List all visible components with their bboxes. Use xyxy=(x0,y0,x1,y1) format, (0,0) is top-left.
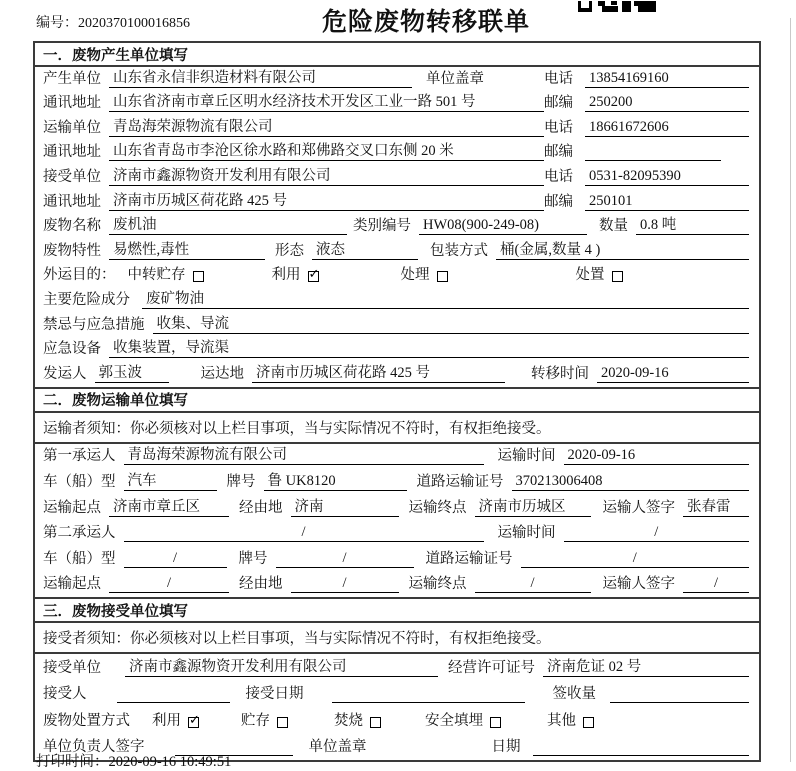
purpose-option-dispose xyxy=(576,263,623,284)
row-route2 xyxy=(35,572,759,598)
vehicle-type1-value: 汽车 xyxy=(124,469,217,491)
producer-phone-field xyxy=(544,67,749,88)
license-value: 济南危证 02 号 xyxy=(543,655,749,677)
receiver-phone-field xyxy=(544,165,749,186)
row-producer-address xyxy=(35,92,759,117)
receiver-person-label: 接受人 xyxy=(43,686,87,703)
disposal-option-label: 焚烧 xyxy=(334,712,363,729)
via2-label: 经由地 xyxy=(239,576,283,593)
producer-unit-value: 山东省永信非织造材料有限公司 xyxy=(109,66,412,88)
row-second-carrier xyxy=(35,521,759,547)
purpose-option-label: 利用 xyxy=(271,267,301,284)
section-transporter xyxy=(35,387,759,598)
producer-address-label: 通讯地址 xyxy=(43,95,101,112)
disposal-option-label: 贮存 xyxy=(241,712,270,729)
unit-seal-label: 单位盖章 xyxy=(426,70,484,87)
sign1-label: 运输人签字 xyxy=(602,499,675,516)
checkbox-utilize xyxy=(308,271,319,282)
waste-name-label: 废物名称 xyxy=(43,218,101,235)
sign2-label: 运输人签字 xyxy=(602,576,675,593)
disposal-option-label: 安全填埋 xyxy=(425,712,483,729)
receiver-postcode-label: 邮编 xyxy=(544,193,573,210)
destination-label: 运达地 xyxy=(200,365,244,382)
receiver-unit-value: 济南市鑫源物资开发利用有限公司 xyxy=(109,164,544,186)
page-title: 危险废物转移联单 xyxy=(322,8,531,36)
disposal-option-store xyxy=(241,709,288,730)
disposal-option-incinerate xyxy=(334,709,381,730)
disposal-option-utilize xyxy=(152,709,199,730)
quantity-value: 0.8 吨 xyxy=(636,213,749,235)
sign1-value: 张春雷 xyxy=(683,495,749,517)
receiver-postcode-value: 250101 xyxy=(585,193,749,211)
plate2-label: 牌号 xyxy=(238,550,268,567)
row-carrier-unit xyxy=(35,116,759,141)
emergency-equipment-value: 收集装置，导流渠 xyxy=(109,336,749,358)
receive-unit-value: 济南市鑫源物资开发利用有限公司 xyxy=(125,655,438,677)
receiver-person-value xyxy=(117,702,230,703)
carrier-phone-field xyxy=(544,116,749,137)
emergency-measures-label: 禁忌与应急措施 xyxy=(43,316,145,333)
producer-unit-label: 产生单位 xyxy=(43,70,101,87)
print-time-label: 打印时间： xyxy=(36,754,109,770)
destination-value: 济南市历城区荷花路 425 号 xyxy=(252,361,505,383)
responsible-sign-label: 单位负责人签字 xyxy=(43,739,145,756)
road-cert2-label: 道路运输证号 xyxy=(425,550,513,567)
document-number-value: 2020370100016856 xyxy=(78,16,190,31)
second-carrier-label: 第二承运人 xyxy=(43,525,116,542)
manifest-table xyxy=(33,41,761,762)
row-vehicle1 xyxy=(35,469,759,495)
disposal-option-label: 其他 xyxy=(547,712,576,729)
section-receiver-title: 三．废物接受单位填写 xyxy=(35,597,759,623)
row-waste-name xyxy=(35,215,759,240)
received-qty-value xyxy=(610,702,749,703)
receiver-address-label: 通讯地址 xyxy=(43,193,101,210)
emergency-measures-value: 收集、导流 xyxy=(153,312,750,334)
carrier-address-value: 山东省青岛市李沧区徐水路和郑佛路交叉口东侧 20 米 xyxy=(109,139,544,161)
producer-postcode-field xyxy=(544,91,749,112)
vehicle-type2-label: 车（船）型 xyxy=(43,550,116,567)
category-label: 类别编号 xyxy=(353,218,411,235)
producer-phone-value: 13854169160 xyxy=(585,70,749,88)
row-receiver-unit xyxy=(35,165,759,190)
row-receiver-address xyxy=(35,190,759,215)
receiver-postcode-field xyxy=(544,190,749,211)
document-number-label: 编号： xyxy=(36,16,78,31)
receiver-phone-value: 0531-82095390 xyxy=(585,168,749,186)
print-time-value: 2020-09-16 10:49:51 xyxy=(108,754,232,770)
emergency-equipment-label: 应急设备 xyxy=(43,341,101,358)
first-carrier-label: 第一承运人 xyxy=(43,448,116,465)
purpose-label: 外运目的： xyxy=(43,267,116,284)
checkbox-disposal-store xyxy=(277,717,288,728)
carrier-phone-value: 18661672606 xyxy=(585,119,749,137)
date-label: 日期 xyxy=(491,739,521,756)
origin1-value: 济南市章丘区 xyxy=(109,495,229,517)
form-value: 液态 xyxy=(312,238,418,260)
carrier-postcode-value xyxy=(585,160,721,161)
row-disposal-method xyxy=(35,707,759,734)
carrier-phone-label: 电话 xyxy=(544,119,573,136)
row-waste-property xyxy=(35,239,759,264)
carrier-address-label: 通讯地址 xyxy=(43,144,101,161)
row-main-hazard xyxy=(35,288,759,313)
section-transporter-title: 二．废物运输单位填写 xyxy=(35,387,759,413)
via2-value: / xyxy=(291,575,399,593)
shipper-value: 郭玉波 xyxy=(95,361,169,383)
row-producer-unit xyxy=(35,67,759,92)
receiver-address-value: 济南市历城区荷花路 425 号 xyxy=(109,189,544,211)
end1-value: 济南市历城区 xyxy=(475,495,591,517)
date-value xyxy=(533,755,750,756)
via1-value: 济南 xyxy=(291,495,399,517)
carrier-unit-label: 运输单位 xyxy=(43,119,101,136)
received-qty-label: 签收量 xyxy=(552,686,596,703)
carrier-postcode-label: 邮编 xyxy=(544,144,573,161)
row-first-carrier xyxy=(35,444,759,470)
receiver-phone-label: 电话 xyxy=(544,168,573,185)
receiver-unit-label: 接受单位 xyxy=(43,168,101,185)
disposal-method-label: 废物处置方式 xyxy=(43,712,130,729)
end1-label: 运输终点 xyxy=(408,499,467,516)
row-carrier-address xyxy=(35,141,759,166)
main-hazard-label: 主要危险成分 xyxy=(43,291,130,308)
purpose-option-label: 中转贮存 xyxy=(127,267,186,284)
row-shipper xyxy=(35,362,759,387)
license-label: 经营许可证号 xyxy=(448,659,535,676)
producer-phone-label: 电话 xyxy=(544,70,573,87)
receive-date-value xyxy=(332,702,525,703)
checkbox-disposal-landfill xyxy=(490,717,501,728)
main-hazard-value: 废矿物油 xyxy=(142,287,749,309)
form-label: 形态 xyxy=(275,242,304,259)
checkbox-disposal-incinerate xyxy=(370,717,381,728)
purpose-option-label: 处置 xyxy=(575,267,605,284)
end2-value: / xyxy=(475,575,591,593)
producer-address-value: 山东省济南市章丘区明水经济技术开发区工业一路 501 号 xyxy=(109,90,544,112)
via1-label: 经由地 xyxy=(239,499,283,516)
waste-property-label: 废物特性 xyxy=(43,242,101,259)
row-route1 xyxy=(35,495,759,521)
checkbox-transfer-storage xyxy=(193,271,204,282)
origin2-label: 运输起点 xyxy=(43,576,101,593)
producer-postcode-value: 250200 xyxy=(585,94,749,112)
receiver-seal-label: 单位盖章 xyxy=(308,739,367,756)
transfer-time-value: 2020-09-16 xyxy=(597,365,749,383)
road-cert1-label: 道路运输证号 xyxy=(416,473,504,490)
receiver-notice: 接受者须知：你必须核对以上栏目事项，当与实际情况不符时，有权拒绝接受。 xyxy=(35,623,759,654)
vehicle-type1-label: 车（船）型 xyxy=(43,473,116,490)
purpose-option-treat xyxy=(401,263,448,284)
quantity-label: 数量 xyxy=(599,218,628,235)
plate2-value: / xyxy=(276,550,414,568)
row-emergency-measures xyxy=(35,313,759,338)
disposal-option-other xyxy=(547,709,594,730)
transporter-notice: 运输者须知：你必须核对以上栏目事项，当与实际情况不符时，有权拒绝接受。 xyxy=(35,413,759,444)
producer-postcode-label: 邮编 xyxy=(544,95,573,112)
section-producer-title: 一．废物产生单位填写 xyxy=(35,43,759,67)
checkbox-disposal-utilize xyxy=(188,717,199,728)
waste-property-value: 易燃性,毒性 xyxy=(109,238,265,260)
origin2-value: / xyxy=(109,575,229,593)
transport-time2-label: 运输时间 xyxy=(497,525,556,542)
origin1-label: 运输起点 xyxy=(43,499,101,516)
section-receiver xyxy=(35,597,759,760)
receive-date-label: 接受日期 xyxy=(245,686,304,703)
carrier-unit-value: 青岛海荣源物流有限公司 xyxy=(109,115,544,137)
road-cert1-value: 370213006408 xyxy=(512,473,750,491)
row-vehicle2 xyxy=(35,546,759,572)
shipper-label: 发运人 xyxy=(43,365,87,382)
transport-time2-value: / xyxy=(564,524,750,542)
end2-label: 运输终点 xyxy=(408,576,467,593)
checkbox-treat xyxy=(437,271,448,282)
document-number xyxy=(36,12,190,32)
checkbox-disposal-other xyxy=(583,717,594,728)
row-receiver-person xyxy=(35,681,759,708)
disposal-option-label: 利用 xyxy=(152,712,181,729)
carrier-postcode-field xyxy=(544,140,749,161)
row-transport-purpose xyxy=(35,264,759,289)
sign2-value: / xyxy=(683,575,749,593)
scan-edge-line xyxy=(790,18,791,762)
qr-code-fragment xyxy=(578,0,656,17)
checkbox-dispose xyxy=(612,271,623,282)
purpose-option-transfer-storage xyxy=(128,263,204,284)
disposal-option-landfill xyxy=(425,709,501,730)
row-emergency-equipment xyxy=(35,338,759,363)
transport-time1-label: 运输时间 xyxy=(497,448,556,465)
first-carrier-value: 青岛海荣源物流有限公司 xyxy=(124,443,484,465)
category-value: HW08(900-249-08) xyxy=(419,217,587,235)
purpose-option-label: 处理 xyxy=(400,267,430,284)
plate1-label: 牌号 xyxy=(226,473,256,490)
packaging-value: 桶(金属,数量 4 ) xyxy=(496,238,749,260)
plate1-value: 鲁 UK8120 xyxy=(264,469,407,491)
purpose-option-utilize xyxy=(272,263,319,284)
section-producer xyxy=(35,43,759,387)
row-receive-unit xyxy=(35,654,759,681)
waste-name-value: 废机油 xyxy=(109,213,347,235)
second-carrier-value: / xyxy=(124,524,484,542)
packaging-label: 包装方式 xyxy=(430,242,488,259)
road-cert2-value: / xyxy=(521,550,750,568)
transport-time1-value: 2020-09-16 xyxy=(564,447,750,465)
vehicle-type2-value: / xyxy=(124,550,227,568)
receive-unit-label: 接受单位 xyxy=(43,659,101,676)
transfer-time-label: 转移时间 xyxy=(531,365,589,382)
